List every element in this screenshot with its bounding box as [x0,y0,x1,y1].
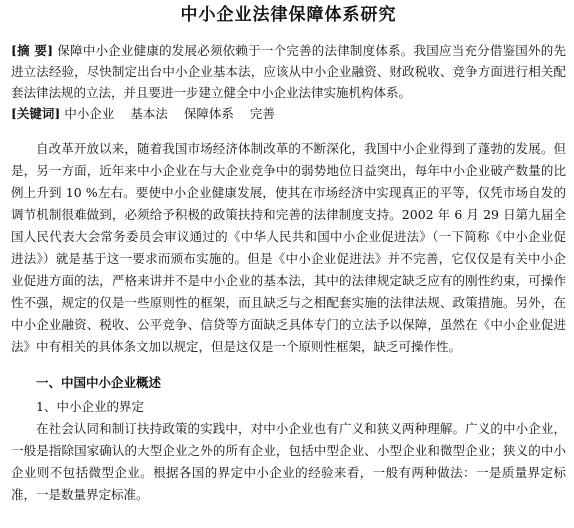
subsection-heading: 1、中小企业的界定 [36,399,144,414]
keyword: 基本法 [130,106,168,121]
abstract-text: 保障中小企业健康的发展必须依赖于一个完善的法律制度体系。我国应当充分借鉴国外的先进立法经验，尽快制定出台中小企业基本法，应该从中小企业融资、财政税收、竞争方面进行相关配套法律法规的立法，并且要进一步建立健全中小企业法律实施机构体系。 [11,43,566,100]
keyword: 保障体系 [183,106,234,121]
keyword: 中小企业 [64,106,115,121]
section-heading: 一、中国中小企业概述 [36,375,162,390]
document-page [0,2,574,528]
abstract-label: [摘 要] [11,43,54,58]
abstract [11,40,566,103]
section-paragraph: 在社会认同和制订扶持政策的实践中，对中小企业也有广义和狭义两种理解。广义的中小企业，一般是指除国家确认的大型企业之外的所有企业，包括中型企业、小型企业和微型企业；狭义的中小企业则不包括微型企业。根据各国的界定中小企业的经验来看，一般有两种做法：一是质量界定标准，一是数量界定标准。 [11,421,566,502]
keyword: 完善 [249,106,275,121]
keywords [11,103,566,124]
keywords-label: [关键词] [11,106,61,121]
paper-title: 中小企业法律保障体系研究 [180,5,397,25]
intro-paragraph: 自改革开放以来，随着我国市场经济体制改革的不断深化，我国中小企业得到了蓬勃的发展。但是，另一方面，近年来中小企业在与大企业竞争中的弱势地位日益突出，每年中小企业破产数量的比例上升到 10 %左右。要使中小企业健康发展，使其在市场经济中实现真正的平等，仅凭市场自发的调节机制很难做到，必须给予积极的政策扶持和完善的法律制度支持。2002 年 6 月 29 日第九届全国人民代表大会常务委员会审议通过的《中华人民共和国中小企业促进法》（一下简称《中小企业促进法》）就是基于这一要求而颁布实施的。但是《中小企业促进法》并不完善，它仅仅是有关中小企业促进方面的法，严格来讲并不是中小企业的基本法，其中的法律规定缺乏应有的刚性约束，可操作性不强，规定的仅是一些原则性的框架，而且缺乏与之相配套实施的法律法规、政策措施。另外，在中小企业融资、税收、公平竞争、信贷等方面缺乏具体专门的立法予以保障，虽然在《中小企业促进法》中有相关的具体条文加以规定，但是这仅是一个原则性框架，缺乏可操作性。 [11,141,566,354]
